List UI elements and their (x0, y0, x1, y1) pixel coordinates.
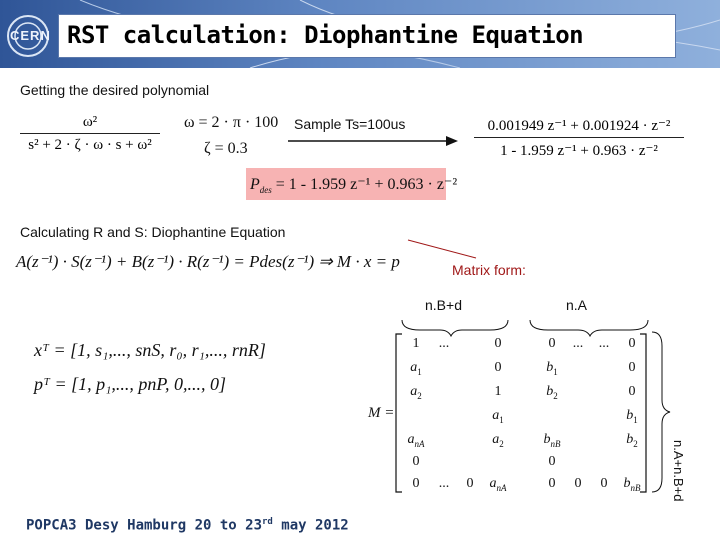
matrix-entry: 0 (548, 454, 556, 469)
matrix-entry: $b_2$ (546, 384, 558, 401)
omega-equation: ω = 2 · π · 100 (184, 114, 279, 131)
dtf-denominator: 1 - 1.959 z⁻¹ + 0.963 · z⁻² (500, 143, 658, 159)
sample-time-label: Sample Ts=100us (294, 116, 406, 132)
matrix-entry: 0 (466, 476, 474, 491)
x-transpose-vector: xᵀ = [1, s₁,..., snS, r₀, r₁,..., rnR] (34, 340, 266, 360)
diophantine-equation: A(z⁻¹) · S(z⁻¹) + B(z⁻¹) · R(z⁻¹) = Pdes(z⁻¹) ⇒ M · x = p (16, 252, 400, 271)
footer-event-info (26, 517, 349, 534)
matrix-entry: $b_2$ (626, 432, 638, 449)
conversion-arrow-icon (286, 134, 461, 148)
label-side-dimension: n.A+n.B+d (671, 440, 686, 502)
matrix-entry: $b_{nB}$ (543, 432, 561, 449)
matrix-entry: ... (438, 476, 450, 491)
matrix-entry: 0 (548, 336, 556, 351)
matrix-entry: $a_{nA}$ (489, 476, 507, 493)
matrix-m-label: M = (368, 405, 395, 421)
cern-logo: CERN (10, 28, 51, 43)
matrix-entry: 1 (494, 384, 502, 399)
footer-text-end: may 2012 (272, 517, 349, 534)
matrix-entry: 0 (494, 360, 502, 375)
fraction-bar (474, 137, 684, 138)
p-transpose-vector: pᵀ = [1, p₁,..., pnP, 0,..., 0] (34, 374, 227, 394)
matrix-entry: 0 (628, 360, 636, 375)
matrix-entry: $b_1$ (546, 360, 558, 377)
footer-superscript: rd (262, 517, 273, 527)
matrix-entry: $a_{nA}$ (407, 432, 425, 449)
matrix-entry: 0 (412, 476, 420, 491)
pdes-subscript: des (259, 185, 272, 196)
pdes-equation (250, 174, 457, 195)
matrix-form-label: Matrix form: (452, 262, 526, 278)
matrix-entry: ... (598, 336, 610, 351)
footer-text: POPCA3 Desy Hamburg 20 to 23 (26, 517, 263, 534)
matrix-entry: 0 (412, 454, 420, 469)
matrix-entry: 0 (628, 384, 636, 399)
matrix-entry: 0 (574, 476, 582, 491)
matrix-entry: $a_2$ (410, 384, 422, 401)
matrix-entry: 1 (412, 336, 420, 351)
matrix-entry: $a_1$ (492, 408, 504, 425)
fraction-bar (20, 133, 160, 134)
tf-numerator: ω² (82, 114, 98, 130)
dtf-numerator: 0.001949 z⁻¹ + 0.001924 · z⁻² (487, 118, 671, 134)
slide-title: RST calculation: Diophantine Equation (67, 21, 584, 49)
matrix-entry: 0 (494, 336, 502, 351)
matrix-entry: $a_1$ (410, 360, 422, 377)
matrix-entry: $b_1$ (626, 408, 638, 425)
continuous-transfer-function (20, 114, 160, 154)
section-heading-polynomial: Getting the desired polynomial (20, 82, 210, 98)
matrix-entry: $a_2$ (492, 432, 504, 449)
title-box (58, 14, 676, 58)
zeta-equation: ζ = 0.3 (204, 140, 248, 157)
header-banner (0, 0, 720, 68)
pdes-symbol: P (250, 176, 260, 193)
label-nb-plus-d: n.B+d (425, 297, 462, 313)
label-na: n.A (566, 297, 588, 313)
matrix-entry: ... (572, 336, 584, 351)
matrix-entry: 0 (600, 476, 608, 491)
pdes-rhs: = 1 - 1.959 z⁻¹ + 0.963 · z⁻² (275, 176, 458, 193)
section-heading-diophantine: Calculating R and S: Diophantine Equation (20, 224, 286, 240)
matrix-entry: 0 (628, 336, 636, 351)
matrix-entry: $b_{nB}$ (623, 476, 641, 493)
pdes-highlight (246, 168, 458, 200)
tf-denominator: s² + 2 · ζ · ω · s + ω² (28, 137, 152, 153)
matrix-entry: 0 (548, 476, 556, 491)
discrete-transfer-function (474, 116, 684, 160)
matrix-entry: ... (438, 336, 450, 351)
